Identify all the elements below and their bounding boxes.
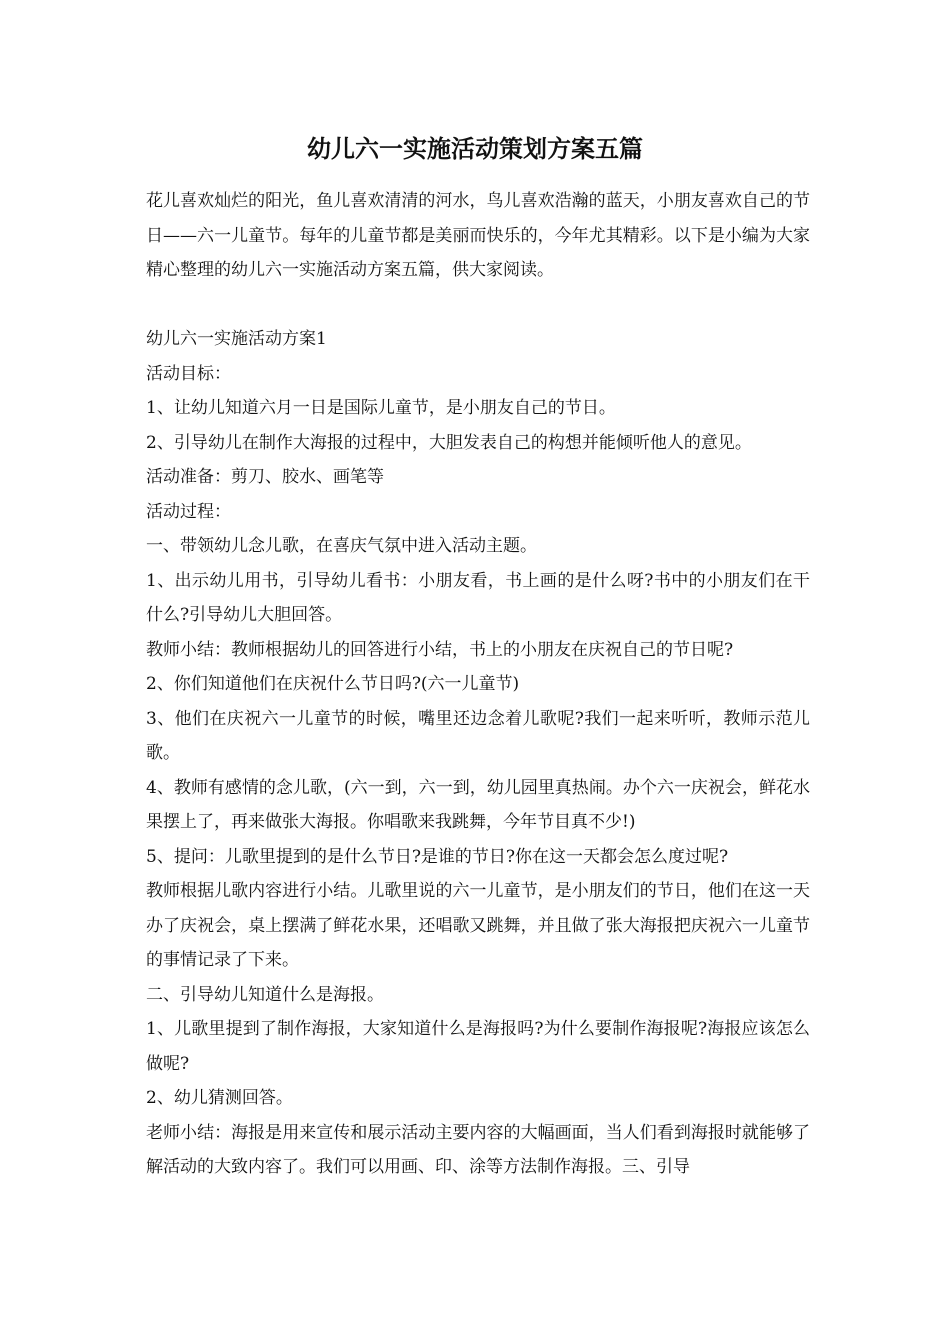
body-paragraph: 二、引导幼儿知道什么是海报。 [146, 984, 384, 1005]
body-paragraph: 活动目标： [146, 363, 231, 384]
intro-paragraph: 花儿喜欢灿烂的阳光，鱼儿喜欢清清的河水，鸟儿喜欢浩瀚的蓝天，小朋友喜欢自己的节日——六一儿童节。每年的儿童节都是美丽而快乐的，今年尤其精彩。以下是小编为大家精心整理的幼儿六一实施活动方案五篇，供大家阅读。 [146, 191, 810, 280]
body-paragraph: 教师小结：教师根据幼儿的回答进行小结，书上的小朋友在庆祝自己的节日呢? [146, 639, 734, 660]
document-title: 幼儿六一实施活动策划方案五篇 [307, 134, 643, 163]
section-heading: 幼儿六一实施活动方案1 [146, 329, 327, 349]
body-paragraph: 老师小结：海报是用来宣传和展示活动主要内容的大幅画面，当人们看到海报时就能够了解活动的大致内容了。我们可以用画、印、涂等方法制作海报。三、引导 [146, 1122, 810, 1177]
document-body [146, 184, 810, 1185]
body-paragraph: 2、引导幼儿在制作大海报的过程中，大胆发表自己的构想并能倾听他人的意见。 [146, 432, 752, 453]
body-paragraph: 4、教师有感情的念儿歌，(六一到，六一到，幼儿园里真热闹。办个六一庆祝会，鲜花水果摆上了，再来做张大海报。你唱歌来我跳舞，今年节目真不少!) [146, 777, 810, 832]
body-paragraph: 教师根据儿歌内容进行小结。儿歌里说的六一儿童节，是小朋友们的节日，他们在这一天办了庆祝会，桌上摆满了鲜花水果，还唱歌又跳舞，并且做了张大海报把庆祝六一儿童节的事情记录了下来。 [146, 881, 810, 970]
body-paragraph: 1、儿歌里提到了制作海报，大家知道什么是海报吗?为什么要制作海报呢?海报应该怎么做呢? [146, 1019, 810, 1074]
body-paragraph: 2、你们知道他们在庆祝什么节日吗?(六一儿童节) [146, 674, 520, 694]
body-paragraph: 活动准备：剪刀、胶水、画笔等 [146, 467, 384, 487]
body-paragraph: 1、出示幼儿用书，引导幼儿看书：小朋友看，书上画的是什么呀?书中的小朋友们在干什么?引导幼儿大胆回答。 [146, 570, 810, 625]
body-paragraph: 3、他们在庆祝六一儿童节的时候，嘴里还边念着儿歌呢?我们一起来听听，教师示范儿歌。 [146, 708, 810, 763]
body-paragraph: 活动过程： [146, 501, 231, 522]
body-paragraph: 1、让幼儿知道六月一日是国际儿童节，是小朋友自己的节日。 [146, 398, 616, 418]
body-paragraph: 一、带领幼儿念儿歌，在喜庆气氛中进入活动主题。 [146, 536, 537, 556]
body-paragraph: 2、幼儿猜测回答。 [146, 1088, 293, 1108]
paragraph-gap [146, 288, 810, 323]
body-paragraph: 5、提问：儿歌里提到的是什么节日?是谁的节日?你在这一天都会怎么度过呢? [146, 846, 729, 867]
